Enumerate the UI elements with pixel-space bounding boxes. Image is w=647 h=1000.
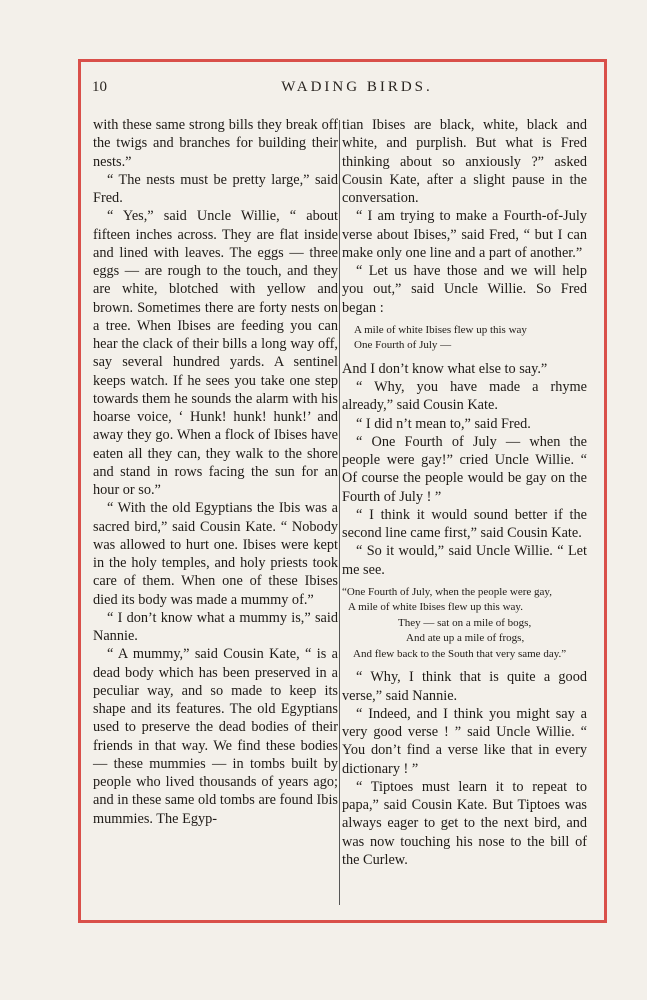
verse-line: “One Fourth of July, when the people were gay, <box>342 585 552 598</box>
paragraph: “ Let us have those and we will help you out,” said Uncle Willie. So Fred began : <box>342 263 587 316</box>
left-column <box>93 116 338 906</box>
page-number: 10 <box>92 79 107 95</box>
paragraph: “ A mummy,” said Cousin Kate, “ is a dead body which has been preserved in a peculiar way, and so made to keep its shape and its features. The old Egyptians used to preserve the dead bodies of their friends in that way. We find these bodies — these mummies — in tombs built by people who lived thousands of years ago; and in these same old tombs are found Ibis mummies. The Egyp- <box>93 646 338 827</box>
paragraph: And I don’t know what else to say.” <box>342 360 548 377</box>
paragraph: “ Yes,” said Uncle Willie, “ about fifteen inches across. They are flat inside and lined with leaves. The eggs — three eggs — are rough to the touch, and they are white, blotched with yellow and brown. Sometimes there are forty nests on a tree. When Ibises are feeding you can hear the clack of their bills a long way off, say several hundred yards. A sentinel keeps watch. If he sees you take one step towards them he sounds the alarm with his hoarse voice, ‘ Hunk! hunk! hunk!’ and away they go. When a flock of Ibises have eaten all they can, they walk to the shore and stand in rows facing the sun for an hour or so.” <box>93 208 338 498</box>
paragraph: “ So it would,” said Uncle Willie. “ Let me see. <box>342 543 587 578</box>
paragraph: “ Why, you have made a rhyme already,” said Cousin Kate. <box>342 379 587 414</box>
paragraph: “ I am trying to make a Fourth-of-July verse about Ibises,” said Fred, “ but I can make only one line and a part of another.” <box>342 208 587 261</box>
paragraph: “ I did n’t mean to,” said Fred. <box>356 415 531 432</box>
running-head: WADING BIRDS. <box>281 79 433 95</box>
paragraph: with these same strong bills they break off the twigs and branches for building their nests.” <box>93 117 338 170</box>
verse-line: A mile of white Ibises flew up this way <box>354 323 527 336</box>
paragraph: “ I don’t know what a mummy is,” said Nannie. <box>93 609 338 644</box>
paragraph: “ Tiptoes must learn it to repeat to papa,” said Cousin Kate. But Tiptoes was always eager to get to the next bird, and was now touching his nose to the bill of the Curlew. <box>342 778 587 868</box>
verse-line: And ate up a mile of frogs, <box>406 632 525 645</box>
verse-line: They — sat on a mile of bogs, <box>398 616 532 629</box>
paragraph: “ Why, I think that is quite a good verse,” said Nannie. <box>342 669 587 704</box>
paragraph: “ One Fourth of July — when the people were gay!” cried Uncle Willie. “ Of course the people would be gay on the Fourth of July ! ” <box>342 433 587 505</box>
paragraph: “ With the old Egyptians the Ibis was a sacred bird,” said Cousin Kate. “ Nobody was allowed to hurt one. Ibises were kept in the holy temples, and holy priests took care of them. When one of these Ibises died its body was made a mummy of.” <box>93 500 338 608</box>
verse-line: And flew back to the South that very same day.” <box>353 647 567 660</box>
verse-line: A mile of white Ibises flew up this way. <box>348 601 523 614</box>
paragraph: “ Indeed, and I think you might say a very good verse ! ” said Uncle Willie. “ You don’t find a verse like that in every dictionary ! ” <box>342 705 587 777</box>
right-column <box>342 116 587 906</box>
page-header <box>92 77 602 101</box>
verse-fragment <box>342 323 587 354</box>
verse-line: One Fourth of July — <box>354 339 452 352</box>
paragraph: tian Ibises are black, white, black and white, and purplish. But what is Fred thinking about so anxiously ?” asked Cousin Kate, after a slight pause in the conversation. <box>342 117 587 206</box>
paragraph: “ The nests must be pretty large,” said Fred. <box>93 171 338 206</box>
paragraph: “ I think it would sound better if the second line came first,” said Cousin Kate. <box>342 506 587 541</box>
verse-full <box>342 585 587 663</box>
column-divider <box>339 120 340 905</box>
